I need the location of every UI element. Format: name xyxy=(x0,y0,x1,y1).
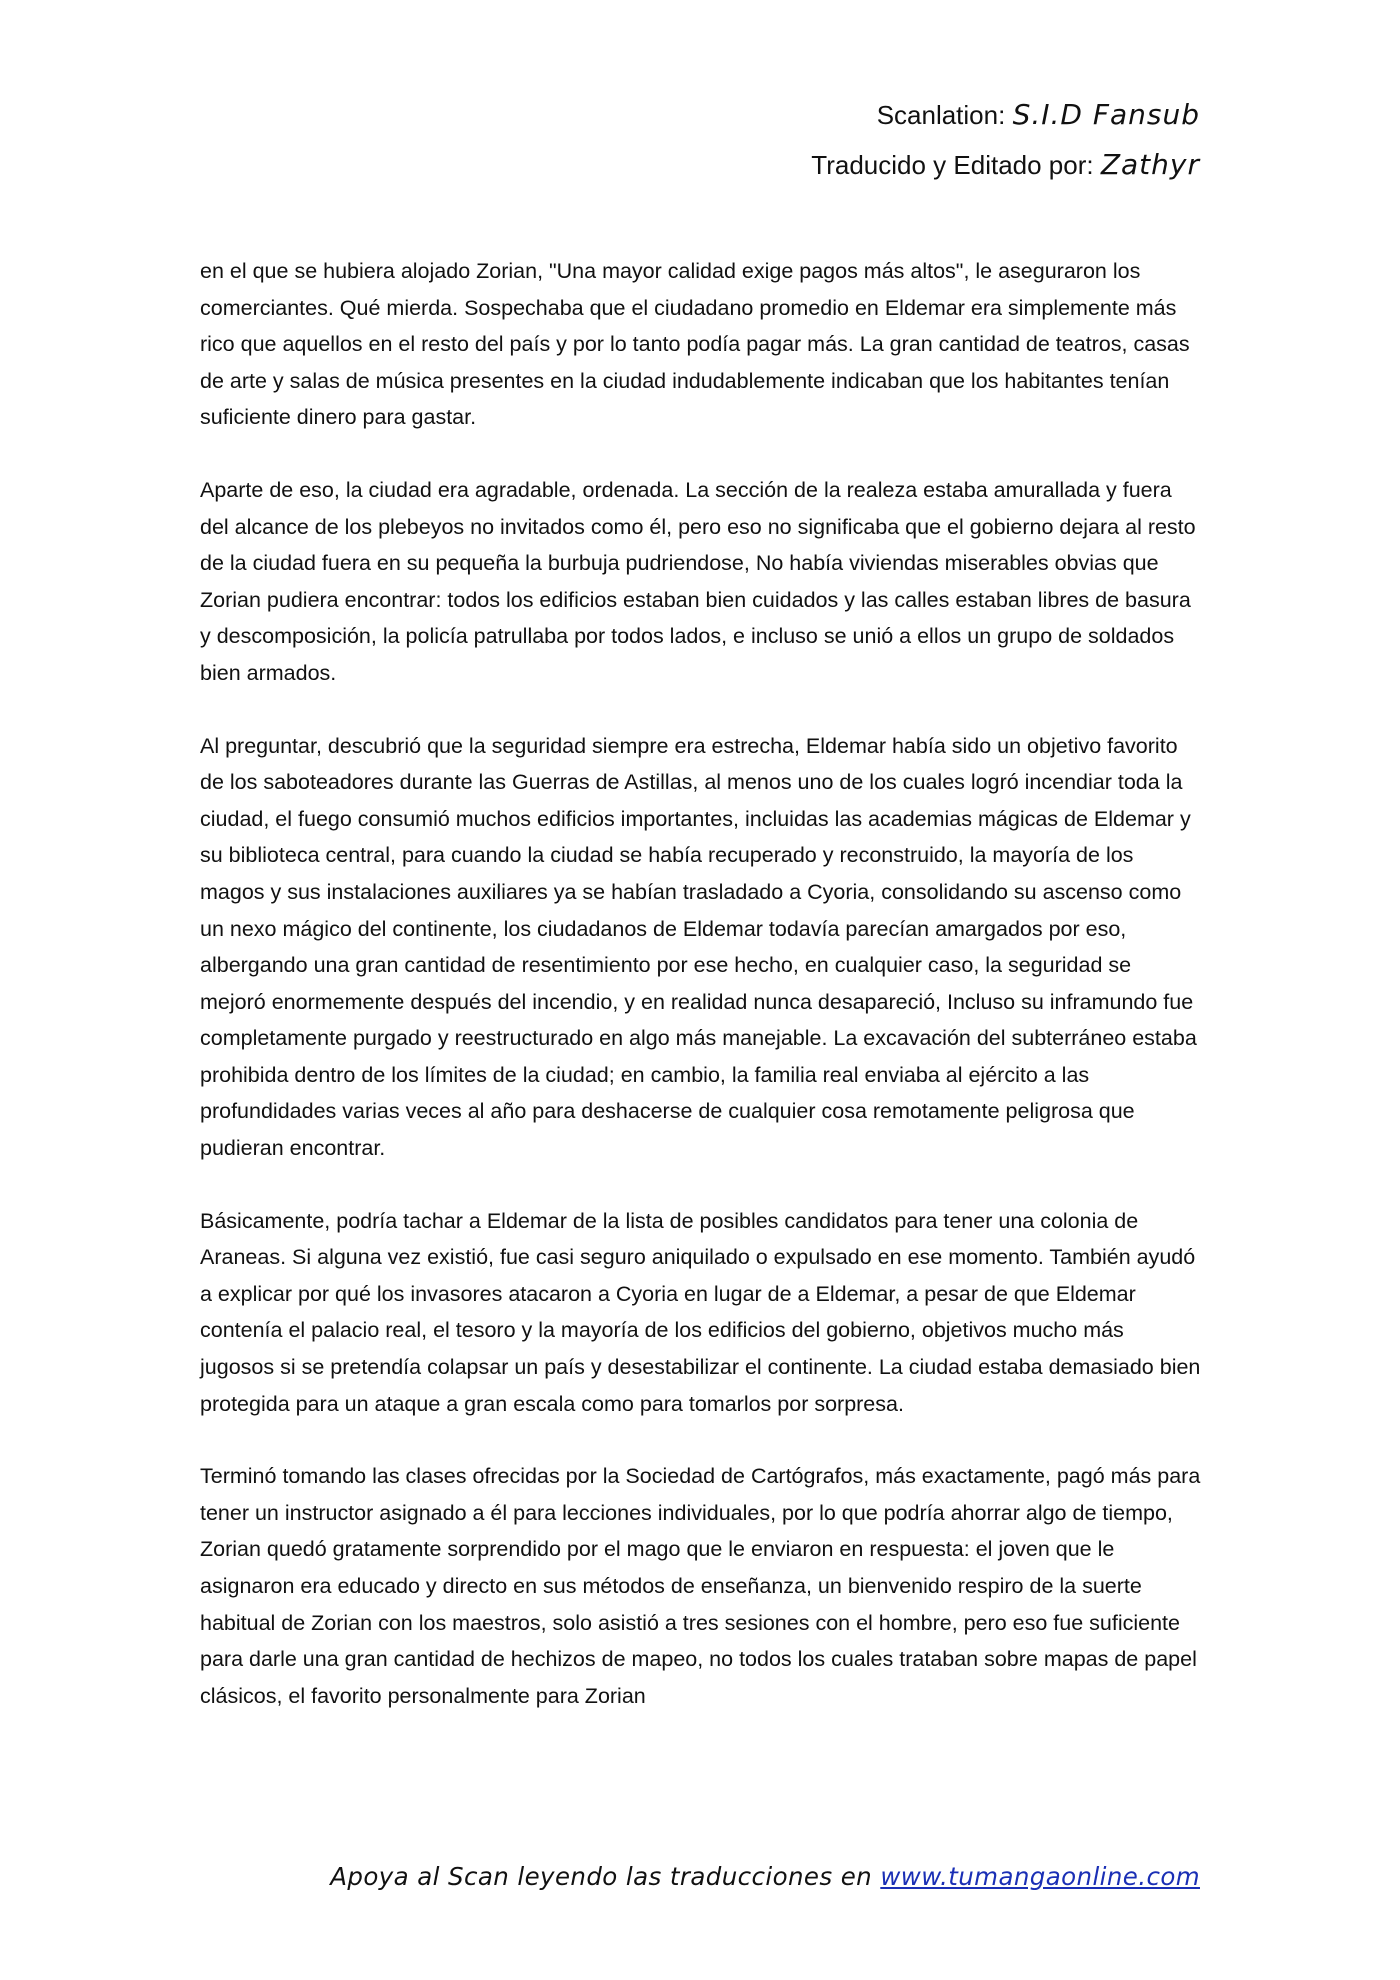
paragraph-3: Al preguntar, descubrió que la seguridad siempre era estrecha, Eldemar había sido un objetivo favorito de los saboteadores durante las Guerras de Astillas, al menos uno de los cuales logró incendiar toda la ciudad, el fuego consumió muchos edificios importantes, incluidas las academias mágicas de Eldemar y su biblioteca central, para cuando la ciudad se había recuperado y reconstruido, la mayoría de los magos y sus instalaciones auxiliares ya se habían trasladado a Cyoria, consolidando su ascenso como un nexo mágico del continente, los ciudadanos de Eldemar todavía parecían amargados por eso, albergando una gran cantidad de resentimiento por ese hecho, en cualquier caso, la seguridad se mejoró enormemente después del incendio, y en realidad nunca desapareció, Incluso su inframundo fue completamente purgado y reestructurado en algo más manejable. La excavación del subterráneo estaba prohibida dentro de los límites de la ciudad; en cambio, la familia real enviaba al ejército a las profundidades varias veces al año para deshacerse de cualquier cosa remotamente peligrosa que pudieran encontrar. xyxy=(200,733,1197,1161)
paragraph-5: Terminó tomando las clases ofrecidas por la Sociedad de Cartógrafos, más exactamente, pagó más para tener un instructor asignado a él para lecciones individuales, por lo que podría ahorrar algo de tiempo, Zorian quedó gratamente sorprendido por el mago que le enviaron en respuesta: el joven que le asignaron era educado y directo en sus métodos de enseñanza, un bienvenido respiro de la suerte habitual de Zorian con los maestros, solo asistió a tres sesiones con el hombre, pero eso fue suficiente para darle una gran cantidad de hechizos de mapeo, no todos los cuales trataban sobre mapas de papel clásicos, el favorito personalmente para Zorian xyxy=(200,1464,1201,1708)
translator-credit xyxy=(811,140,1200,190)
translator-label: Traducido y Editado por: xyxy=(811,150,1094,180)
story-text xyxy=(200,253,1202,1750)
paragraph-1: en el que se hubiera alojado Zorian, "Una mayor calidad exige pagos más altos", le aseguraron los comerciantes. Qué mierda. Sospechaba que el ciudadano promedio en Eldemar era simplemente más rico que aquellos en el resto del país y por lo tanto podía pagar más. La gran cantidad de teatros, casas de arte y salas de música presentes en la ciudad indudablemente indicaban que los habitantes tenían suficiente dinero para gastar. xyxy=(200,259,1190,430)
paragraph-4: Básicamente, podría tachar a Eldemar de la lista de posibles candidatos para tener una colonia de Araneas. Si alguna vez existió, fue casi seguro aniquilado o expulsado en ese momento. También ayudó a explicar por qué los invasores atacaron a Cyoria en lugar de a Eldemar, a pesar de que Eldemar contenía el palacio real, el tesoro y la mayoría de los edificios del gobierno, objetivos mucho más jugosos si se pretendía colapsar un país y desestabilizar el continente. La ciudad estaba demasiado bien protegida para un ataque a gran escala como para tomarlos por sorpresa. xyxy=(200,1208,1201,1416)
scanlation-group: S.I.D Fansub xyxy=(1012,98,1200,131)
translator-name: Zathyr xyxy=(1100,148,1200,181)
credits-header xyxy=(811,90,1200,190)
tumangaonline-link[interactable]: www.tumangaonline.com xyxy=(880,1862,1200,1891)
scanlation-label: Scanlation: xyxy=(876,100,1006,130)
scanlation-credit xyxy=(811,90,1200,140)
footer-text: Apoya al Scan leyendo las traducciones en xyxy=(330,1862,873,1891)
support-footer xyxy=(330,1862,1200,1891)
paragraph-2: Aparte de eso, la ciudad era agradable, ordenada. La sección de la realeza estaba amurallada y fuera del alcance de los plebeyos no invitados como él, pero eso no significaba que el gobierno dejara al resto de la ciudad fuera en su pequeña la burbuja pudriendose, No había viviendas miserables obvias que Zorian pudiera encontrar: todos los edificios estaban bien cuidados y las calles estaban libres de basura y descomposición, la policía patrullaba por todos lados, e incluso se unió a ellos un grupo de soldados bien armados. xyxy=(200,477,1196,685)
